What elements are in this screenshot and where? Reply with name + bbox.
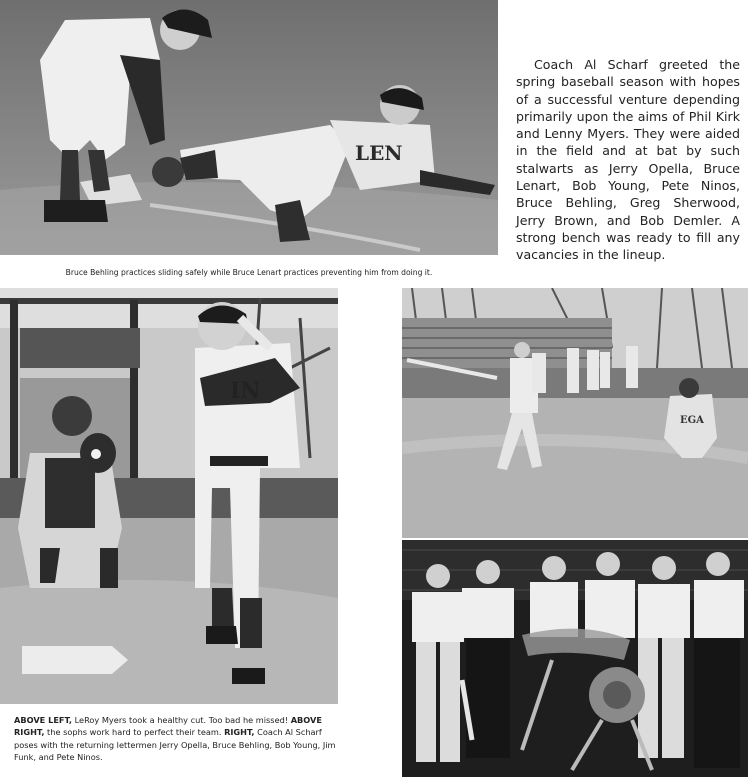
photo-coach-and-lettermen	[402, 540, 748, 777]
caption-label-above-left: ABOVE LEFT,	[14, 715, 73, 725]
caption-bottom-photos	[14, 714, 340, 764]
caption-label-right: RIGHT,	[224, 727, 255, 738]
intro-paragraph: Coach Al Scharf greeted the spring baseball season with hopes of a successful venture depending primarily upon the aims of Phil Kirk and Lenny Myers. They were aided in the field and at bat by such stalwarts as Jerry Opella, Bruce Lenart, Bob Young, Pete Ninos, Bruce Behling, Greg Sherwood, Jerry Brown, and Bob Demler. A strong bench was ready to fill any vacancies in the lineup.	[516, 57, 740, 263]
catcher-jersey-text: EGA	[680, 415, 704, 426]
batter-jersey-text: IN	[230, 378, 261, 404]
caption-top-photo: Bruce Behling practices sliding safely while Bruce Lenart practices preventing him from doing it.	[65, 268, 433, 277]
photo-sophs-practice	[402, 288, 748, 538]
photo-batter-and-catcher	[0, 288, 338, 704]
caption-label-above-right: ABOVE RIGHT,	[14, 715, 322, 738]
photo-sliding-practice	[0, 0, 498, 255]
slider-jersey-text: LEN	[355, 141, 403, 165]
caption-text-right: Coach Al Scharf poses with the returning lettermen Jerry Opella, Bruce Behling, Bob Young, Jim Funk, and Pete Ninos.	[14, 727, 336, 763]
caption-text-above-right: the sophs work hard to perfect their team.	[44, 727, 225, 738]
caption-text-above-left: LeRoy Myers took a healthy cut. Too bad he missed!	[72, 715, 291, 725]
